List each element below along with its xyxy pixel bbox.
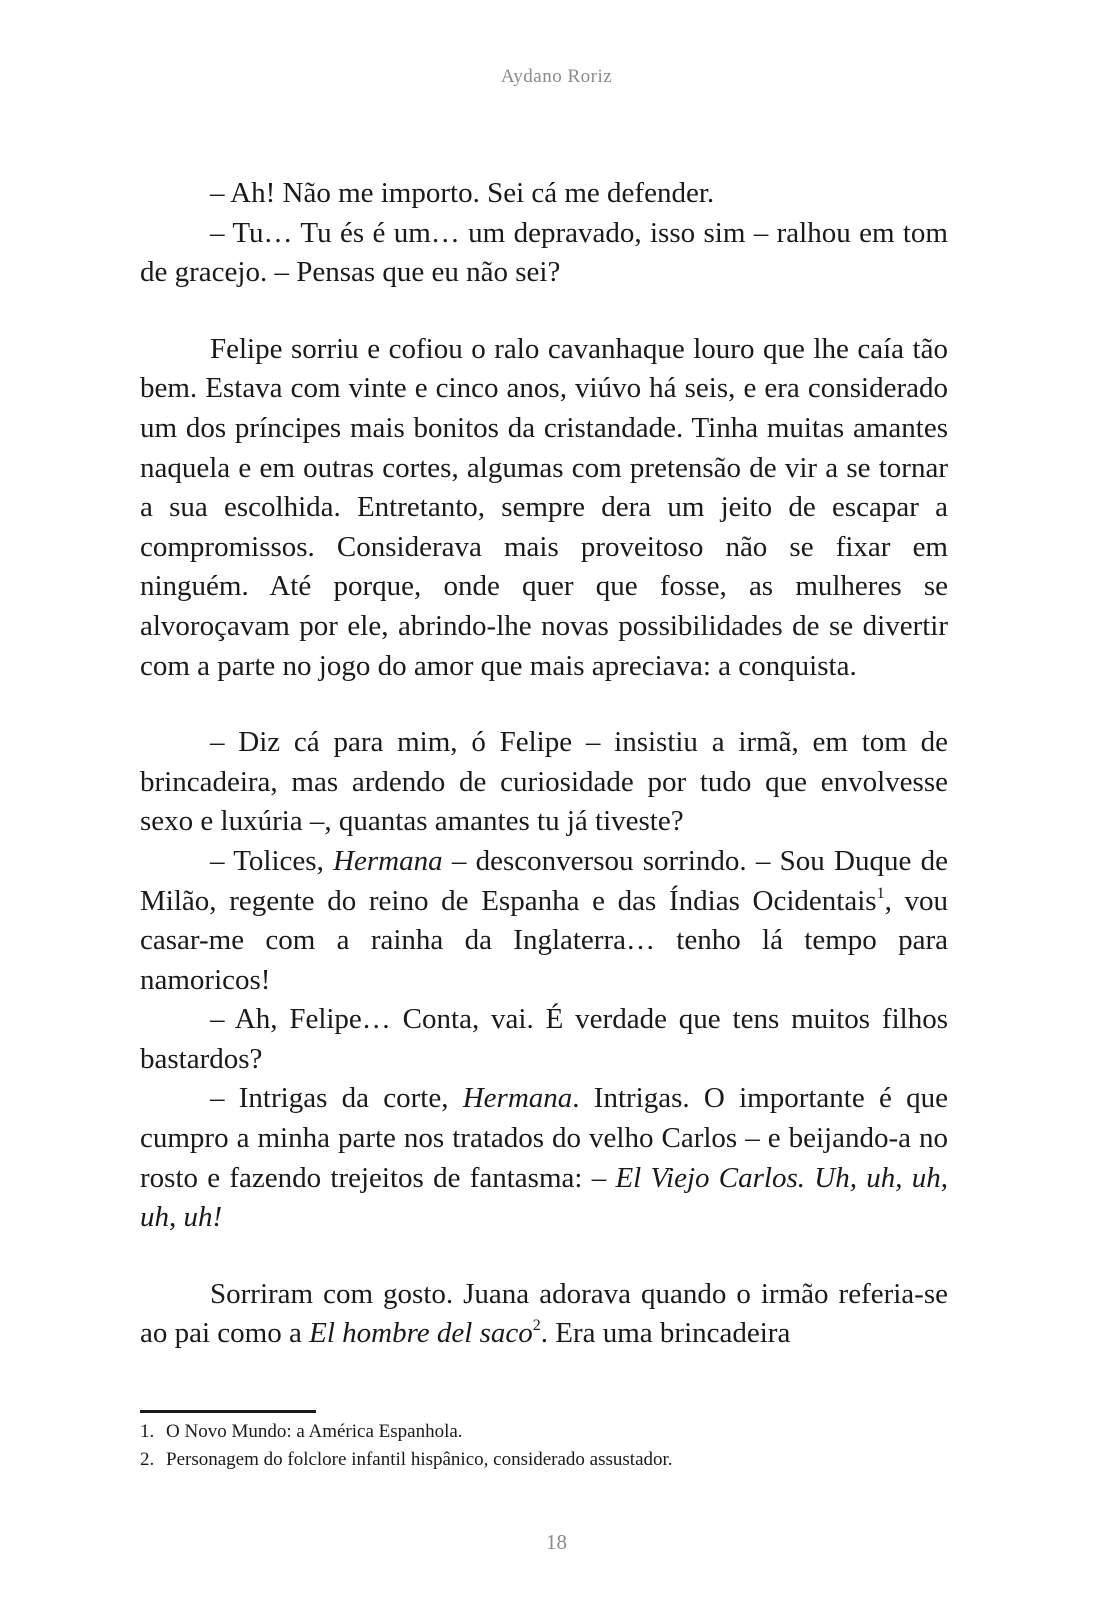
footnote-1-text: O Novo Mundo: a América Espanhola. (166, 1421, 463, 1442)
footnote-1-number: 1. (140, 1421, 155, 1442)
paragraph-2: – Tu… Tu és é um… um depravado, isso sim – ralhou em tom de gracejo. – Pensas que eu não sei? (140, 216, 948, 289)
body-text (140, 174, 948, 1354)
footnote-ref-2: 2 (532, 1317, 541, 1335)
footnote-1 (140, 1418, 948, 1446)
paragraph-7 (140, 1079, 948, 1237)
paragraph-8-italic-term: El hombre del saco (309, 1317, 533, 1350)
paragraph-5-text-d: , vou casar-me com a rainha da Inglaterra… tenho lá tempo para namoricos! (140, 884, 949, 996)
running-header-author: Aydano Roriz (500, 66, 613, 87)
paragraph-5-text-a: – Tolices, (210, 844, 334, 877)
paragraph-5-italic-hermana: Hermana (333, 844, 443, 877)
paragraph-5-text-c: – desconversou sorrindo. – Sou Duque de Milão, regente do reino de Espanha e das Índias Ocidentais (140, 844, 948, 917)
paragraph-4: – Diz cá para mim, ó Felipe – insistiu a irmã, em tom de brincadeira, mas ardendo de curiosidade por tudo que envolvesse sexo e luxúria –, quantas amantes tu já tiveste? (140, 726, 948, 838)
paragraph-6: – Ah, Felipe… Conta, vai. É verdade que tens muitos filhos bastardos? (140, 1003, 948, 1075)
footnote-ref-1: 1 (876, 884, 885, 902)
footnotes (140, 1418, 948, 1474)
paragraph-7-text-a: – Intrigas da corte, (210, 1082, 463, 1115)
paragraph-8-text-a: Sorriram com gosto. Juana adorava quando o irmão referia-se ao pai como a (140, 1277, 948, 1350)
paragraph-5 (140, 842, 948, 1000)
footnote-2 (140, 1446, 948, 1474)
footnote-2-number: 2. (140, 1449, 155, 1470)
paragraph-3: Felipe sorriu e cofiou o ralo cavanhaque louro que lhe caía tão bem. Estava com vinte e cinco anos, viúvo há seis, e era considerado um dos príncipes mais bonitos da cristandade. Tinha muitas amantes naquela e em outras cortes, algumas com pretensão de vir a se tornar a sua escolhida. Entretanto, sempre dera um jeito de escapar a compromissos. Considerava mais proveitoso não se fixar em ninguém. Até porque, onde quer que fosse, as mulheres se alvoroçavam por ele, abrindo-lhe novas possibilidades de se divertir com a parte no jogo do amor que mais apreciava: a conquista. (140, 332, 948, 682)
footnote-divider (140, 1410, 316, 1413)
paragraph-8-text-c: . Era uma brincadeira (540, 1317, 791, 1350)
paragraph-7-italic-hermana: Hermana (462, 1082, 573, 1115)
paragraph-7-text-c: . Intrigas. O importante é que cumpro a minha parte nos tratados do velho Carlos – e beijando-a no rosto e fazendo trejeitos de fantasma: – (140, 1082, 949, 1194)
footnote-2-text: Personagem do folclore infantil hispânico, considerado assustador. (166, 1449, 673, 1470)
paragraph-8 (140, 1275, 948, 1354)
page-number: 18 (546, 1530, 567, 1554)
paragraph-7-italic-quote: El Viejo Carlos. Uh, uh, uh, uh, uh! (140, 1161, 948, 1234)
paragraph-1: – Ah! Não me importo. Sei cá me defender. (210, 177, 715, 209)
